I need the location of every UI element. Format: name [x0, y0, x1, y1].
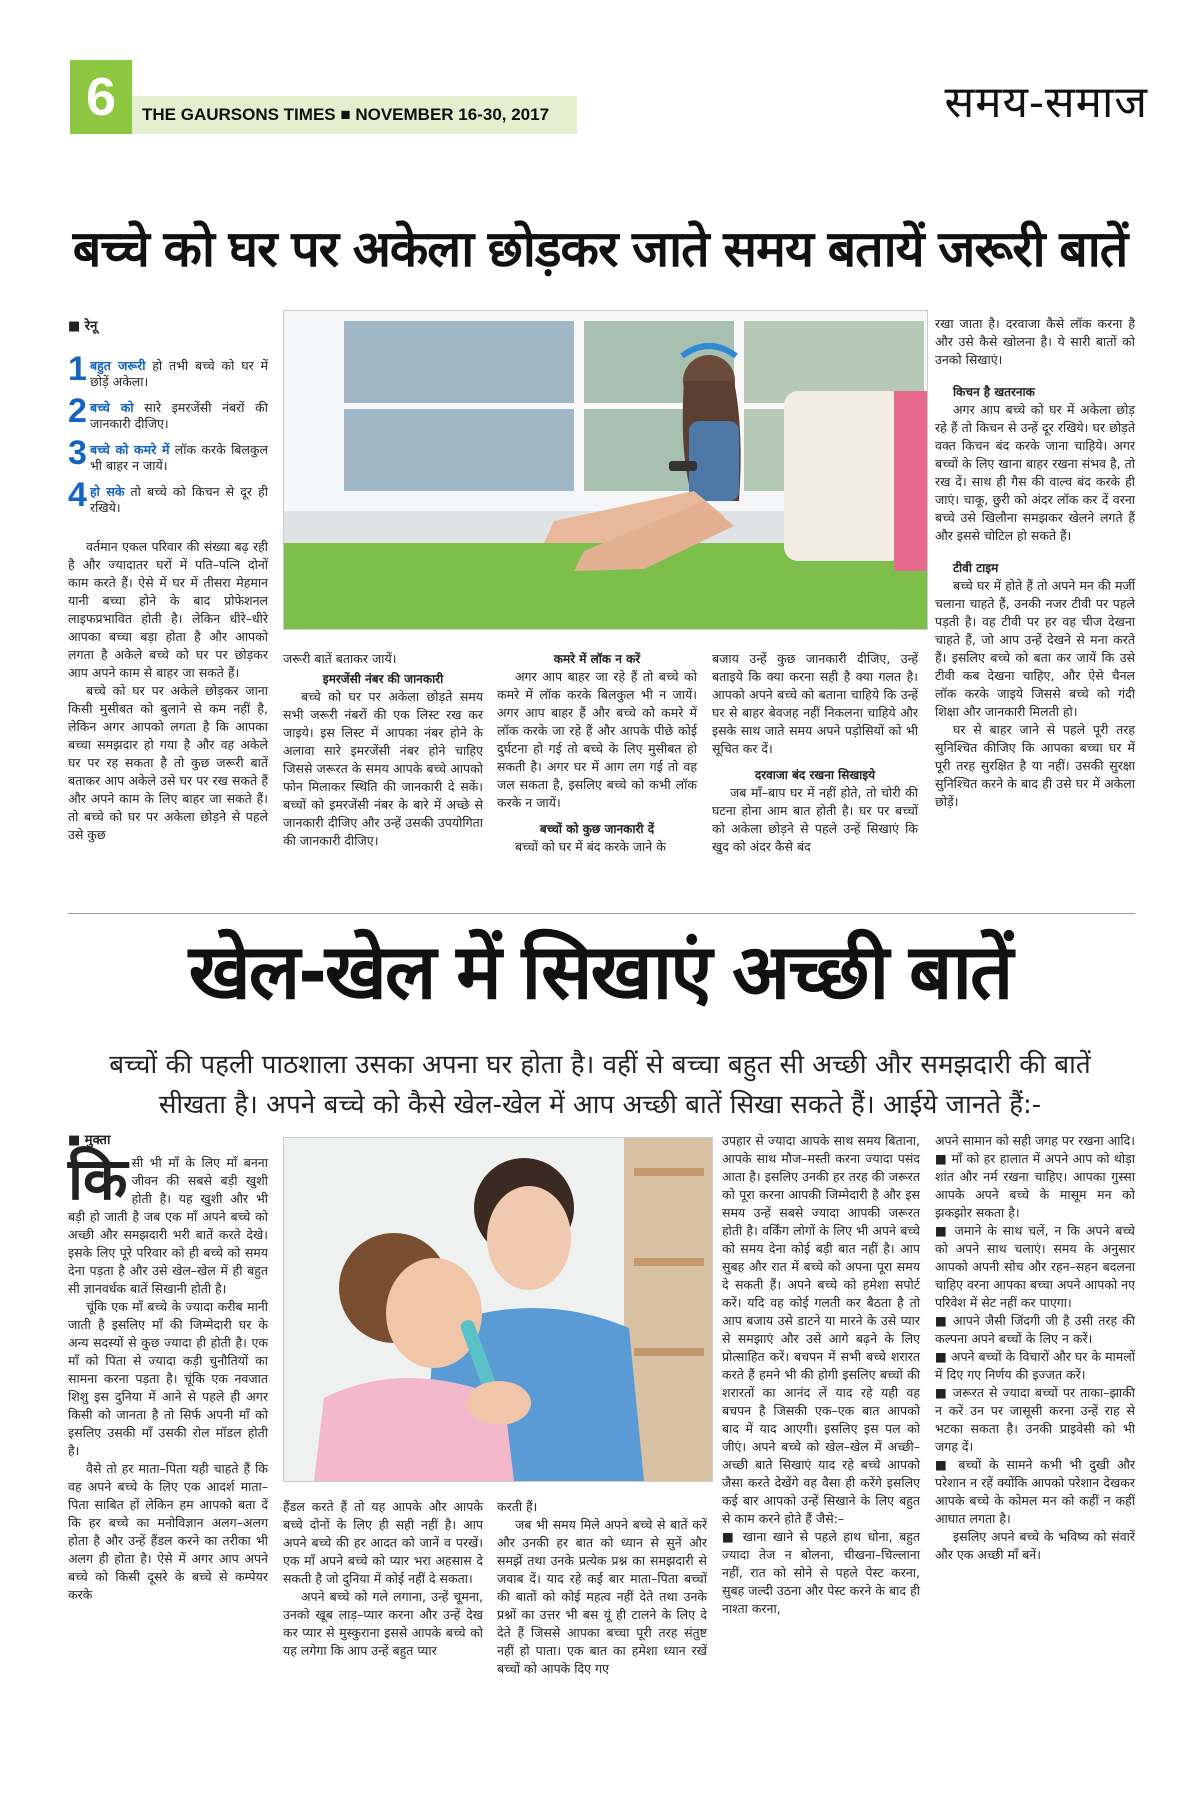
article1-column-4: [712, 650, 918, 856]
paragraph: इसलिए अपने बच्चे के भविष्य को संवारें और एक अच्छी माँ बनें।: [935, 1529, 1135, 1562]
article2-byline: ■ मुक्ता: [68, 1133, 111, 1148]
paragraph: बच्चे को घर पर अकेले छोड़कर जाना किसी मुसीबत को बुलाने से कम नहीं है, लेकिन अगर आपको लगता है कि आपका बच्चा समझदार हो गया है और वह अकेले घर पर रह सकता है तो कुछ जरूरी बातें बताकर आप अकेले उसे घर पर रख सकते हैं और अपने काम के लिए बाहर जा सकते हैं। तो बच्चे को घर पर अकेला छोड़ने से पहले उसे कुछ: [68, 683, 268, 842]
keypoint: 1 बहुत जरूरी हो तभी बच्चे को घर में छोड़ें अकेला।: [68, 350, 269, 389]
bullet-item: ■ माँ को हर हालात में अपने आप को थोड़ा शांत और नर्म रखना चाहिए। आपका गुस्सा आपके अपने बच्चे के मासूम मन को झकझोर सकता है।: [935, 1151, 1135, 1220]
article2-column-1: [68, 1132, 268, 1604]
paragraph: सी भी माँ के लिए माँ बनना जीवन की सबसे बड़ी खुशी होती है। यह खुशी और भी बड़ी हो जाती है जब एक माँ अपने बच्चे को अच्छी और समझदारी भरी बातें करते देखे। इसके लिए पूरे परिवार को ही बच्चे को समय देना पड़ता है और उसे खेल–खेल में ही बहुत सी ज्ञानवर्धक बातें सिखानी होती है।: [68, 1155, 268, 1296]
paragraph: बच्चों को घर में बंद करके जाने के: [515, 839, 666, 854]
paragraph: अगर आप बच्चे को घर में अकेला छोड़ रहे हैं तो किचन से उन्हें दूर रखिये। घर छोड़ते वक्त किचन बंद करके जाना चाहिये। अगर बच्चों के लिए खाना बाहर रखना संभव है, तो रख दें। साथ ही गैस की वाल्व बंद करके ही जाएं। चाकू, छुरी को अंदर लॉक कर दें वरना बच्चे उसे खिलौना समझकर खेलने लगते हैं और इससे चोटिल हो सकते हैं।: [935, 402, 1135, 543]
paragraph: उपहार से ज्यादा आपके साथ समय बिताना, आपके साथ मौज–मस्ती करना ज्यादा पसंद आता है। इसलिए उनकी हर तरह की जरूरत को पूरा करना आपकी जिम्मेदारी है और इस समय उन्हें सबसे ज्यादा आपकी जरूरत होती है। वर्किंग लोगों के लिए भी अपने बच्चे को समय देना कोई बड़ी बात नहीं है। आप सुबह और रात में बच्चे को अपना पूरा समय दे सकती हैं। अपने बच्चे को हमेशा सपोर्ट करें। यदि वह कोई गलती कर बैठता है तो आप बजाय उसे डाटने या मारने के उसे प्यार से समझाएं और उसे आगे बढ़ने के लिए प्रोत्साहित करें। बचपन में सभी बच्चे शरारत करते हैं हमने भी की होगी इसलिए बच्चों की शरारतों का आनंद लें याद रहे यही वह बचपन है जिसकी एक–एक बात आपको बाद में याद आएगी। इसलिए इस पल को जीएं। अपने बच्चे को खेल–खेल में अच्छी–अच्छी बाते सिखाएं याद रहे बच्चे आपको जैसा करते देखेंगे वह वैसा ही करेंगे इसलिए कई बार आपको उन्हें सिखाने के लिए बहुत से काम करने होते हैं जैसे:–: [722, 1133, 920, 1526]
article1-column-5: [935, 315, 1135, 811]
subheading: किचन है खतरनाक: [953, 385, 1035, 399]
page-number: 6: [70, 60, 132, 134]
paragraph: बच्चे को घर पर अकेला छोड़ते समय सभी जरूरी नंबरों की एक लिस्ट रख कर जाइये। इस लिस्ट में आपका नंबर होने के अलावा सारे इमरजेंसी नंबर होने चाहिए जिससे जरूरत के समय आपके बच्चे आपको फोन मिलाकर स्थिति की जानकारी दे सकें। बच्चों को इमरजेंसी नंबर के बारे में अच्छे से जानकारी दीजिए और उन्हें उसकी उपयोगिता की जानकारी दीजिए।: [283, 689, 483, 848]
subheading: कमरे में लॉक न करें: [553, 652, 641, 666]
bullet-item: ■ जरूरत से ज्यादा बच्चों पर ताका–झाकी न करें उन पर जासूसी करना उन्हें राह से भटका सकता है। उनकी प्राइवेसी को भी जगह दें।: [935, 1385, 1135, 1454]
drop-cap: कि: [68, 1145, 128, 1213]
paragraph: बच्चे घर में होते हैं तो अपने मन की मर्जी चलाना चाहते हैं, उनकी नजर टीवी पर पहले पड़ती है। वह टीवी पर हर वह चीज देखना चाहते हैं, जो आप उन्हें देखने से मना करते हैं। इसलिए बच्चे को बता कर जायें कि उसे टीवी कब देखना चाहिए, और ऐसे चैनल लॉक करके जाइये जिससे बच्चे को गंदी शिक्षा और जानकारी मिलती हो।: [935, 578, 1135, 719]
article1-column-2: [283, 650, 483, 850]
bullet-item: ■ जमाने के साथ चलें, न कि अपने बच्चे को अपने साथ चलाएं। समय के अनुसार आपको अपनी सोच और रहन–सहन बदलना चाहिए वरना आपका बच्चा अपने आपको नए परिवेश में सेट नहीं कर पाएगा।: [935, 1223, 1135, 1310]
article2-column-5: [935, 1132, 1135, 1564]
bullet-item: ■ बच्चों के सामने कभी भी दुखी और परेशान न रहें क्योंकि आपको परेशान देखकर आपके बच्चे के कोमल मन को कहीं न कहीं आघात लगता है।: [935, 1457, 1135, 1526]
subheading: इमरजेंसी नंबर की जानकारी: [322, 672, 444, 686]
paragraph: बजाय उन्हें कुछ जानकारी दीजिए, उन्हें बताइये कि क्या करना सही है क्या गलत है। आपको अपने बच्चे को बताना चाहिये कि उन्हें घर से बाहर बेवजह नहीं निकलना चाहिये और इसके साथ जाते समय अपने पड़ोसियों को भी सूचित कर दें।: [712, 651, 918, 756]
paragraph: वर्तमान एकल परिवार की संख्या बढ़ रही है और ज्यादातर घरों में पति–पत्नि दोनों काम करते हैं। ऐसे में घर में तीसरा मेहमान यानी बच्चा होने के बाद प्रोफेशनल लाइफप्रभावित होती है। लेकिन धीरे–धीरे आपका बच्चा बड़ा होता है और आपको लगता है अकेले बच्चे को घर पर छोड़कर आप अपने काम से बाहर जा सकते हैं।: [68, 539, 268, 680]
subheading: दरवाजा बंद रखना सिखाइये: [754, 768, 876, 782]
paragraph: अपने सामान को सही जगह पर रखना आदि।: [935, 1133, 1135, 1148]
article1-column-3: [497, 650, 697, 856]
photo-mother-daughter-brushing: [283, 1137, 713, 1482]
paragraph: घर से बाहर जाने से पहले पूरी तरह सुनिश्चित कीजिए कि आपका बच्चा घर में पूरी तरह सुरक्षित है या नहीं। उसकी सुरक्षा सुनिश्चित करने के बाद ही उसे घर में अकेला छोड़ें।: [935, 722, 1135, 809]
paragraph: रखा जाता है। दरवाजा कैसे लॉक करना है और उसे कैसे खोलना है। ये सारी बातों को उनको सिखाएं।: [935, 316, 1135, 367]
paragraph: करती हैं।: [497, 1499, 538, 1514]
bullet-item: ■ आपने जैसी जिंदगी जी है उसी तरह की कल्पना अपने बच्चों के लिए न करें।: [935, 1313, 1135, 1346]
article1-keypoints: [68, 350, 269, 516]
section-divider: [68, 913, 1135, 914]
section-title: समय-समाज: [944, 77, 1148, 128]
article1-column-1: [68, 318, 268, 844]
paragraph: जरूरी बातें बताकर जायें।: [283, 651, 397, 666]
paragraph: जब भी समय मिले अपने बच्चे से बातें करें और उनकी हर बात को ध्यान से सुनें और समझें तथा उनके प्रत्येक प्रश्न का समझदारी से जवाब दें। याद रहे कई बार माता–पिता बच्चों की बातों को कोई महत्व नहीं देते तथा उनके प्रश्नों का उत्तर भी बस यूं ही टालने के लिए दे देते हैं जिससे आपका बच्चा पूरी तरह संतुष्ट नहीं हो पाता। एक बात का हमेशा ध्यान रखें बच्चों को आपके दिए गए: [497, 1517, 707, 1676]
article1-headline: बच्चे को घर पर अकेला छोड़कर जाते समय बतायें जरूरी बातें: [72, 220, 1128, 278]
paragraph: अपने बच्चे को गले लगाना, उन्हें चूमना, उनको खूब लाड़–प्यार करना और उन्हें देख कर प्यार से मुस्कुराना इससे आपके बच्चे को यह लगेगा कि आप उन्हें बहुत प्यार: [283, 1589, 483, 1658]
article2-column-2: [283, 1498, 483, 1660]
paragraph: जब माँ–बाप घर में नहीं होते, तो चोरी की घटना होना आम बात होती है। घर पर बच्चों को अकेला छोड़ने से पहले उन्हें सिखाएं कि खुद को अंदर कैसे बंद: [712, 785, 918, 854]
bullet-item: ■ अपने बच्चों के विचारों और घर के मामलों में दिए गए निर्णय की इज्जत करें।: [935, 1349, 1135, 1382]
paragraph: हैंडल करते हैं तो यह आपके और आपके बच्चे दोनों के लिए ही सही नहीं है। आप अपने बच्चे की हर आदत को जानें व परखें। एक माँ अपने बच्चे को प्यार भरा अहसास दे सकती है जो दुनिया में कोई नहीं दे सकता।: [283, 1499, 483, 1586]
article1-byline: ■ रेनू: [68, 319, 98, 334]
keypoint: 3 बच्चे को कमरे में लॉक करके बिलकुल भी बाहर न जायें।: [68, 434, 268, 473]
photo-girl-with-headphones: [283, 310, 928, 630]
paragraph: वैसे तो हर माता–पिता यही चाहते हैं कि वह अपने बच्चे के लिए एक आदर्श माता–पिता साबित हों लेकिन हम आपको बता दें कि हर बच्चे का मनोविज्ञान अलग–अलग होता है और उन्हें हैंडल करने का तरीका भी अलग ही होता है। ऐसे में अगर आप अपने बच्चे को किसी दूसरे के बच्चे से कम्पेयर करके: [68, 1461, 268, 1602]
article2-column-4: [722, 1132, 920, 1618]
subheading: बच्चों को कुछ जानकारी दें: [539, 822, 655, 836]
keypoint: 4 हो सके तो बच्चे को किचन से दूर ही रखिये।: [68, 476, 268, 515]
keypoint: 2 बच्चे को सारे इमरजेंसी नंबरों की जानकारी दीजिए।: [68, 392, 268, 431]
paragraph: अगर आप बाहर जा रहे हैं तो बच्चे को कमरे में लॉक करके बिलकुल भी न जायें। अगर आप बाहर हैं और बच्चे को कमरे में लॉक करके जा रहे हैं और आपके पीछे कोई दुर्घटना हो गई तो बच्चे के लिए मुसीबत हो सकती है। अगर घर में आग लग गई तो वह जल सकता है, इसलिए बच्चे को कभी लॉक करके न जायें।: [497, 669, 697, 810]
bullet-item: ■ खाना खाने से पहले हाथ धोना, बहुत ज्यादा तेज न बोलना, चीखना–चिल्लाना नहीं, रात को सोने से पहले पेस्ट करना, सुबह जल्दी उठना और पेस्ट करने के बाद ही नाश्ता करना,: [722, 1529, 920, 1616]
subheading: टीवी टाइम: [953, 561, 999, 575]
article2-intro: बच्चों की पहली पाठशाला उसका अपना घर होता है। वहीं से बच्चा बहुत सी अच्छी और समझदारी की बातें सीखता है। अपने बच्चे को कैसे खेल-खेल में आप अच्छी बातें सिखा सकते हैं। आईये जानते हैं:-: [109, 1050, 1091, 1120]
masthead: THE GAURSONS TIMES ■ NOVEMBER 16-30, 2017: [132, 96, 577, 134]
article2-headline: खेल-खेल में सिखाएं अच्छी बातें: [188, 927, 1012, 1016]
article2-column-3: [497, 1498, 707, 1678]
paragraph: चूंकि एक माँ बच्चे के ज्यादा करीब मानी जाती है इसलिए माँ की जिम्मेदारी घर के अन्य सदस्यों से कुछ ज्यादा ही होती है। एक माँ को पिता से ज्यादा कड़ी चुनौतियों का सामना करना पड़ता है। चूंकि एक नवजात शिशु इस दुनिया में आने से पहले ही अगर किसी को जानता है तो सिर्फ अपनी माँ को इसलिए उसकी माँ उसकी रोल मॉडल होती है।: [68, 1299, 268, 1458]
